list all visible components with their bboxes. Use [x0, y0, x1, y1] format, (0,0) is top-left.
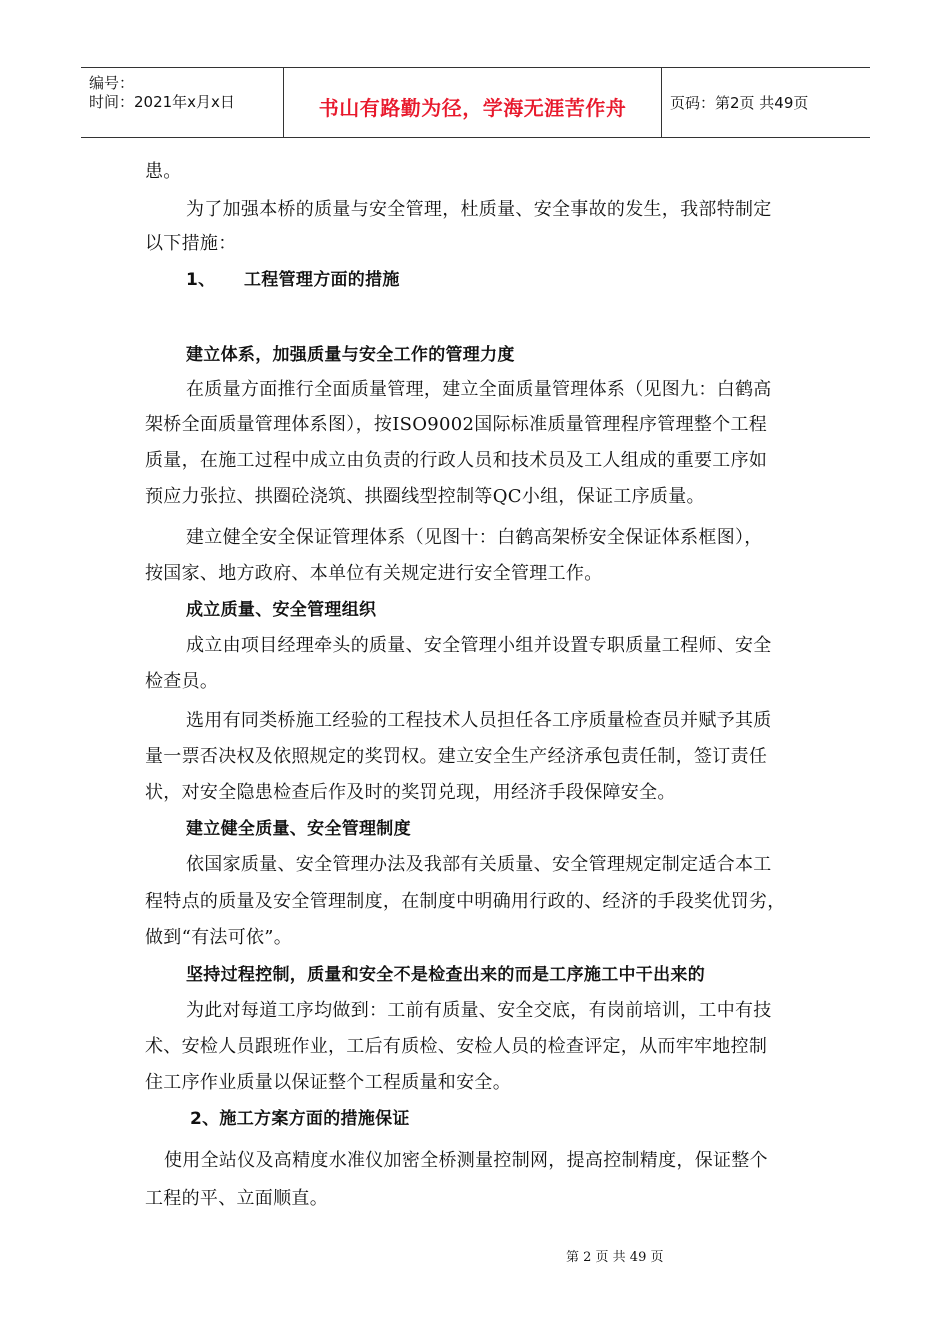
section-heading: 2、施工方案方面的措施保证: [190, 1109, 410, 1129]
paragraph-line: 成立由项目经理牵头的质量、安全管理小组并设置专职质量工程师、安全: [186, 635, 772, 656]
paragraph-line: 架桥全面质量管理体系图），按ISO9002国际标准质量管理程序管理整个工程: [145, 414, 768, 435]
motto: 书山有路勤为径，学海无涯苦作舟: [318, 96, 627, 120]
paragraph-line: 为了加强本桥的质量与安全管理，杜质量、安全事故的发生，我部特制定: [186, 199, 772, 220]
paragraph-line: 依国家质量、安全管理办法及我部有关质量、安全管理规定制定适合本工: [186, 854, 772, 875]
section-heading: 工程管理方面的措施: [244, 270, 400, 290]
paragraph-line: 选用有同类桥施工经验的工程技术人员担任各工序质量检查员并赋予其质: [186, 710, 772, 731]
paragraph-line: 预应力张拉、拱圈砼浇筑、拱圈线型控制等QC小组，保证工序质量。: [145, 486, 705, 507]
paragraph-line: 建立健全安全保证管理体系（见图十：白鹤高架桥安全保证体系框图），: [186, 527, 763, 548]
paragraph-line: 术、安检人员跟班作业，工后有质检、安检人员的检查评定，从而牢牢地控制: [145, 1036, 768, 1057]
paragraph-line: 做到“有法可依”。: [145, 927, 293, 948]
page-label: 页码：第2页 共49页: [670, 94, 809, 112]
paragraph-line: 质量，在施工过程中成立由负责的行政人员和技术员及工人组成的重要工序如: [145, 450, 768, 471]
paragraph-line: 程特点的质量及安全管理制度，在制度中明确用行政的、经济的手段奖优罚劣，: [145, 891, 786, 912]
header-page-cell: [662, 68, 870, 137]
time-label: 时间：2021年x月x日: [89, 93, 235, 111]
section-number: 1、: [186, 270, 216, 290]
paragraph-line: 工程的平、立面顺直。: [145, 1188, 328, 1209]
number-label: 编号：: [89, 74, 135, 92]
footer-page-number: 第 2 页 共 49 页: [566, 1250, 664, 1265]
paragraph-line: 患。: [145, 161, 182, 182]
paragraph-line: 为此对每道工序均做到：工前有质量、安全交底，有岗前培训，工中有技: [186, 1000, 772, 1021]
paragraph-line: 按国家、地方政府、本单位有关规定进行安全管理工作。: [145, 563, 603, 584]
subsection-heading: 成立质量、安全管理组织: [186, 600, 377, 620]
paragraph-line: 以下措施：: [145, 233, 237, 254]
header-motto-cell: [284, 68, 662, 137]
paragraph-line: 住工序作业质量以保证整个工程质量和安全。: [145, 1072, 511, 1093]
paragraph-line: 在质量方面推行全面质量管理，建立全面质量管理体系（见图九：白鹤高: [186, 379, 772, 400]
header-meta-cell: [81, 68, 284, 137]
paragraph-line: 使用全站仪及高精度水准仪加密全桥测量控制网，提高控制精度，保证整个: [164, 1150, 768, 1171]
page-header: [81, 67, 870, 138]
subsection-heading: 建立体系，加强质量与安全工作的管理力度: [186, 345, 515, 365]
paragraph-line: 检查员。: [145, 671, 219, 692]
paragraph-line: 状，对安全隐患检查后作及时的奖罚兑现，用经济手段保障安全。: [145, 782, 676, 803]
subsection-heading: 坚持过程控制，质量和安全不是检查出来的而是工序施工中干出来的: [186, 965, 705, 985]
paragraph-line: 量一票否决权及依照规定的奖罚权。建立安全生产经济承包责任制，签订责任: [145, 746, 768, 767]
subsection-heading: 建立健全质量、安全管理制度: [186, 819, 411, 839]
